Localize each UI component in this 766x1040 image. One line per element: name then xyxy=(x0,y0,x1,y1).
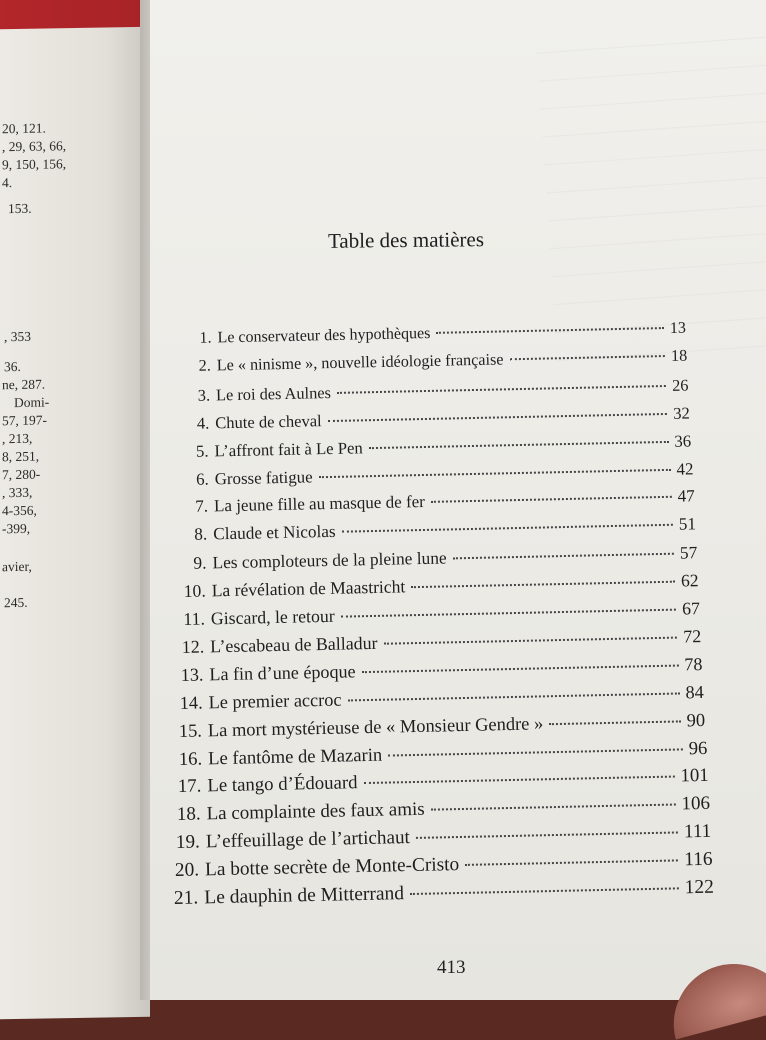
toc-entry-number: 7. xyxy=(194,496,208,517)
toc-entry-page: 106 xyxy=(680,793,710,815)
toc-entry-number: 11. xyxy=(183,608,206,629)
toc-entry-number: 12. xyxy=(181,636,205,657)
toc-entry-page: 18 xyxy=(670,347,688,365)
toc-entry-title: L’effeuillage de l’artichaut xyxy=(205,827,410,853)
toc-leader-dots xyxy=(341,609,677,618)
toc-leader-dots xyxy=(411,581,675,589)
toc-entry-title: Claude et Nicolas xyxy=(212,522,336,544)
toc-entry-number: 19. xyxy=(175,831,200,854)
toc-entry-title: Chute de cheval xyxy=(215,410,323,433)
toc-entry xyxy=(174,793,709,826)
toc-entry-title: Le dauphin de Mitterrand xyxy=(204,883,405,909)
left-page-fragment: 57, 197- xyxy=(2,412,47,429)
toc-entry-number: 8. xyxy=(193,524,208,545)
toc-entry-number: 5. xyxy=(196,441,210,461)
toc-entry-title: La fin d’une époque xyxy=(209,661,356,685)
toc-entry xyxy=(184,487,694,518)
toc-entry xyxy=(183,515,695,546)
toc-entry-title: Le conservateur des hypothèques xyxy=(217,324,431,347)
toc-entry-number: 3. xyxy=(197,385,211,405)
toc-entry-title: La complainte des faux amis xyxy=(206,799,425,825)
toc-entry-page: 32 xyxy=(673,403,691,423)
toc-entry xyxy=(174,821,712,854)
toc-leader-dots xyxy=(384,636,678,644)
toc-entry-page: 111 xyxy=(683,820,712,843)
toc-entry-page: 78 xyxy=(684,653,703,675)
left-page-fragment: 153. xyxy=(8,200,32,217)
toc-entry-title: Le premier accroc xyxy=(208,689,342,713)
toc-leader-dots xyxy=(465,860,678,866)
toc-entry-page: 90 xyxy=(686,709,706,730)
toc-entry-page: 13 xyxy=(669,319,687,337)
toc-entry-title: Les comploteurs de la pleine lune xyxy=(212,547,447,573)
left-page-fragment: 9, 150, 156, xyxy=(2,156,67,173)
left-page-fragment: 36. xyxy=(4,358,21,375)
toc-entry-page: 42 xyxy=(675,458,694,479)
left-page-fragment: -399, xyxy=(2,520,31,537)
toc-entry xyxy=(172,877,714,910)
toc-entry-title: Le fantôme de Mazarin xyxy=(207,744,382,769)
toc-entry-page: 47 xyxy=(677,486,695,507)
toc-entry-title: La mort mystérieuse de « Monsieur Gendre » xyxy=(208,712,544,740)
toc-entry xyxy=(187,403,690,434)
toc-entry-number: 15. xyxy=(179,720,203,741)
toc-entry-number: 14. xyxy=(179,692,204,713)
toc-entry-page: 84 xyxy=(685,681,705,703)
toc-entry xyxy=(179,654,703,686)
toc-leader-dots xyxy=(363,776,674,785)
toc-entry xyxy=(178,682,704,714)
left-page-fragment: 8, 251, xyxy=(2,448,40,465)
toc-leader-dots xyxy=(369,440,669,448)
left-page-fragment: ne, 287. xyxy=(2,376,46,393)
toc-leader-dots xyxy=(410,887,679,895)
toc-entry xyxy=(186,431,691,462)
toc-entry xyxy=(173,849,713,882)
toc-entry-title: Le « ninisme », nouvelle idéologie française xyxy=(216,351,504,375)
toc-entry-number: 4. xyxy=(196,413,210,433)
toc-entry xyxy=(177,710,706,742)
toc-entry xyxy=(188,375,689,405)
toc-entry-page: 51 xyxy=(678,514,696,534)
toc-entry xyxy=(183,542,698,574)
toc-entry-title: La révélation de Maastricht xyxy=(211,576,406,601)
toc-entry-number: 18. xyxy=(176,803,201,826)
toc-entry-page: 96 xyxy=(688,737,708,759)
toc-leader-dots xyxy=(430,496,671,503)
toc-entry-page: 26 xyxy=(672,375,689,395)
left-page-fragment: Domi- xyxy=(14,394,50,411)
toc-entry-number: 1. xyxy=(199,329,212,347)
toc-leader-dots xyxy=(550,720,681,725)
toc-entry-number: 13. xyxy=(180,664,204,685)
toc-entry-page: 62 xyxy=(680,570,699,591)
toc-entry-number: 6. xyxy=(195,469,209,489)
left-page-fragment: avier, xyxy=(2,558,32,575)
toc-entry-number: 17. xyxy=(177,775,202,798)
toc-entry-page: 72 xyxy=(683,625,702,647)
toc-entry xyxy=(190,320,686,348)
toc-entry-number: 20. xyxy=(174,859,200,882)
toc-leader-dots xyxy=(436,327,664,334)
toc-leader-dots xyxy=(337,385,666,394)
toc-leader-dots xyxy=(416,832,678,839)
left-page-fragment: 4. xyxy=(2,175,13,191)
left-page-fragment: 20, 121. xyxy=(2,120,46,137)
toc-entry-number: 16. xyxy=(178,747,202,770)
toc-leader-dots xyxy=(328,413,668,422)
toc-entry-number: 9. xyxy=(193,552,207,573)
toc-leader-dots xyxy=(348,692,680,701)
toc-entry-title: L’escabeau de Balladur xyxy=(210,632,378,657)
toc-entry-title: Le tango d’Édouard xyxy=(206,772,358,797)
toc-entry-page: 67 xyxy=(681,598,701,619)
toc-entry-page: 101 xyxy=(679,765,709,787)
toc-entry xyxy=(175,765,708,798)
left-page-fragment: , 333, xyxy=(2,484,33,501)
left-page-fragment: 7, 280- xyxy=(2,466,41,483)
toc-entry-page: 116 xyxy=(683,848,713,871)
toc-entry-page: 57 xyxy=(679,542,698,563)
toc-entry-title: L’affront fait à Le Pen xyxy=(214,437,364,460)
toc-leader-dots xyxy=(509,355,665,360)
toc-leader-dots xyxy=(362,664,679,673)
left-page-fragment: , 29, 63, 66, xyxy=(2,138,67,155)
toc-entry xyxy=(185,459,693,490)
left-page-fragment: , 213, xyxy=(2,430,33,447)
left-page-fragment: , 353 xyxy=(4,328,31,345)
page-number: 413 xyxy=(437,957,466,978)
toc-entry-number: 2. xyxy=(198,357,212,375)
toc-entry xyxy=(181,598,700,630)
toc-entry-title: Grosse fatigue xyxy=(214,466,313,488)
toc-entry xyxy=(189,347,688,375)
toc-leader-dots xyxy=(318,468,670,477)
toc-entry-title: Le roi des Aulnes xyxy=(216,382,332,405)
left-page-fragment: 245. xyxy=(4,594,28,611)
toc-leader-dots xyxy=(452,553,673,560)
toc-leader-dots xyxy=(388,748,683,756)
toc-entry-title: La jeune fille au masque de fer xyxy=(213,492,425,516)
toc-entry-title: La botte secrète de Monte-Cristo xyxy=(204,854,460,881)
left-page-fragment: 4-356, xyxy=(2,502,37,519)
toc-entry-title: Giscard, le retour xyxy=(210,605,335,629)
toc-entry-number: 21. xyxy=(173,887,199,909)
toc-entry xyxy=(182,570,699,602)
page-title: Table des matières xyxy=(327,227,485,253)
toc-leader-dots xyxy=(430,804,675,811)
toc-entry xyxy=(180,626,702,658)
toc-leader-dots xyxy=(341,524,672,533)
toc-entry-page: 36 xyxy=(674,431,692,451)
toc-entry-page: 122 xyxy=(684,876,715,899)
toc-entry-number: 10. xyxy=(183,580,206,602)
